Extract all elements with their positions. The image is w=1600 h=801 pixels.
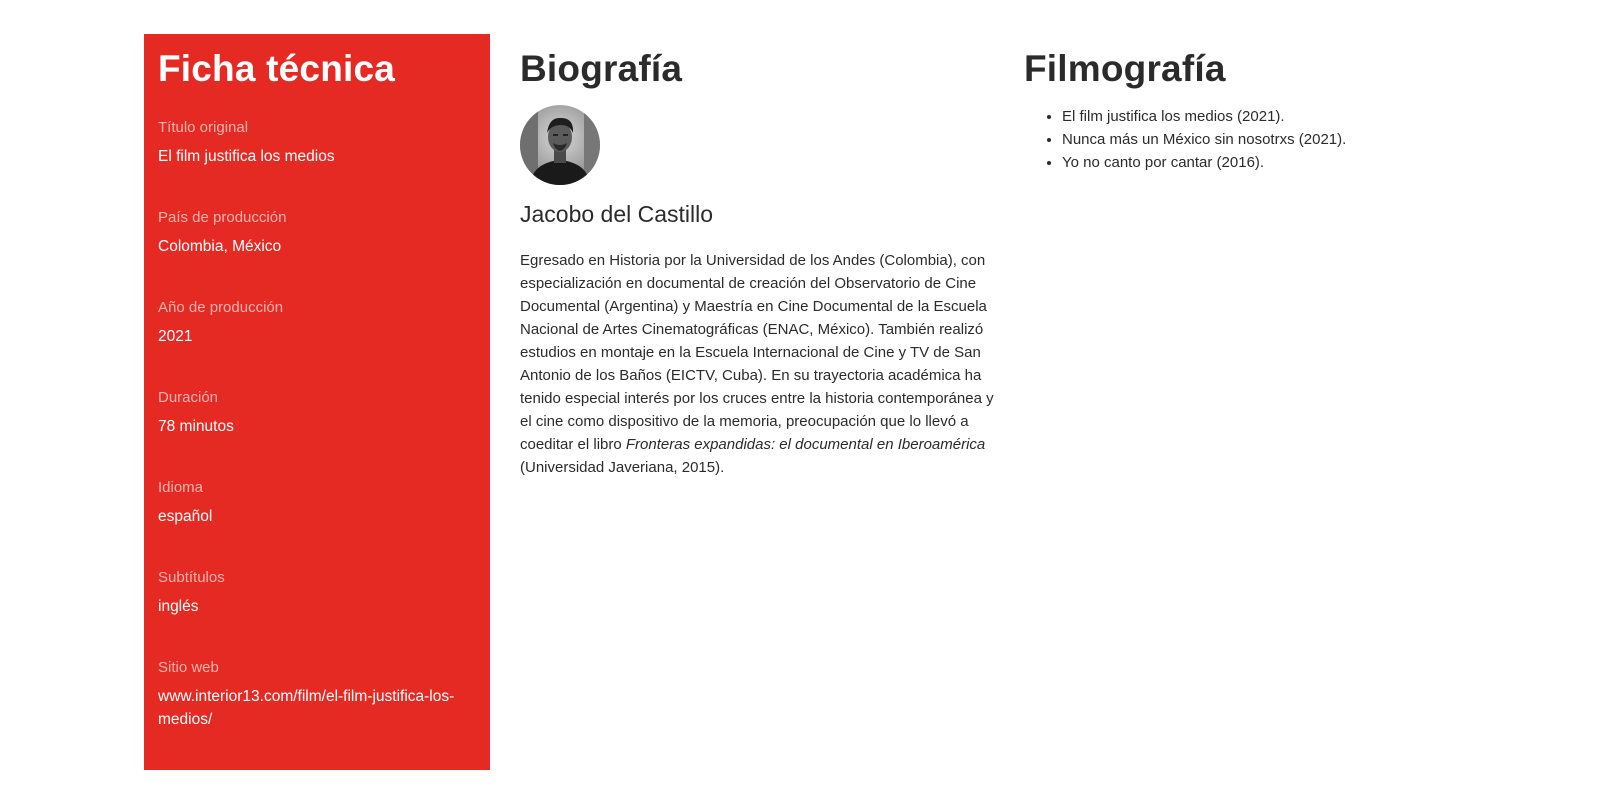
field-ano-produccion	[158, 298, 476, 388]
ficha-tecnica-panel	[144, 34, 490, 770]
field-label: País de producción	[158, 209, 287, 226]
field-titulo-original	[158, 118, 476, 208]
field-value: inglés	[158, 598, 199, 615]
field-value: Colombia, México	[158, 238, 282, 255]
biografia-title: Biografía	[520, 48, 683, 89]
field-value: español	[158, 508, 213, 525]
list-item: • Yo no canto por cantar (2016).	[1062, 151, 1504, 174]
ficha-fields	[158, 118, 476, 748]
list-item: • El film justifica los medios (2021).	[1062, 105, 1504, 128]
field-sitio-web	[158, 658, 476, 748]
director-name: Jacobo del Castillo	[520, 201, 714, 227]
field-subtitulos	[158, 568, 476, 658]
field-value: El film justifica los medios	[158, 148, 335, 165]
biography-text	[520, 249, 998, 479]
field-label: Título original	[158, 119, 249, 136]
filmography-list	[1024, 105, 1504, 174]
field-label: Subtítulos	[158, 569, 225, 586]
avatar	[520, 105, 600, 185]
ficha-title: Ficha técnica	[158, 48, 396, 89]
field-label: Sitio web	[158, 659, 219, 676]
book-title: Fronteras expandidas: el documental en Iberoamérica	[625, 436, 986, 453]
avatar-portrait-image	[520, 105, 600, 185]
filmografia-title: Filmografía	[1024, 48, 1226, 89]
filmografia-section	[1024, 34, 1504, 174]
bio-text-part: Egresado en Historia por la Universidad de los Andes (Colombia), con especialización en documental de creación del Observatorio de Cine Documental (Argentina) y Maestría en Cine Documental de la Escuela Nacional de Artes Cinematográficas (ENAC, México). También realizó estudios en montaje en la Escuela Internacional de Cine y TV de San Antonio de los Baños (EICTV, Cuba). En su trayectoria académica ha tenido especial interés por los cruces entre la historia contemporánea y el cine como dispositivo de la memoria, preocupación que lo llevó a coeditar el libro	[520, 252, 994, 453]
field-label: Año de producción	[158, 299, 284, 316]
field-idioma	[158, 478, 476, 568]
list-item: • Nunca más un México sin nosotrxs (2021).	[1062, 128, 1504, 151]
website-link[interactable]: www.interior13.com/film/el-film-justifica-los-medios/	[158, 688, 455, 728]
field-pais-produccion	[158, 208, 476, 298]
biografia-section	[520, 34, 1000, 479]
field-value: 78 minutos	[158, 418, 234, 435]
field-label: Duración	[158, 389, 219, 406]
bio-text-part: (Universidad Javeriana, 2015).	[520, 459, 725, 476]
field-duracion	[158, 388, 476, 478]
field-label: Idioma	[158, 479, 204, 496]
field-value: 2021	[158, 328, 193, 345]
